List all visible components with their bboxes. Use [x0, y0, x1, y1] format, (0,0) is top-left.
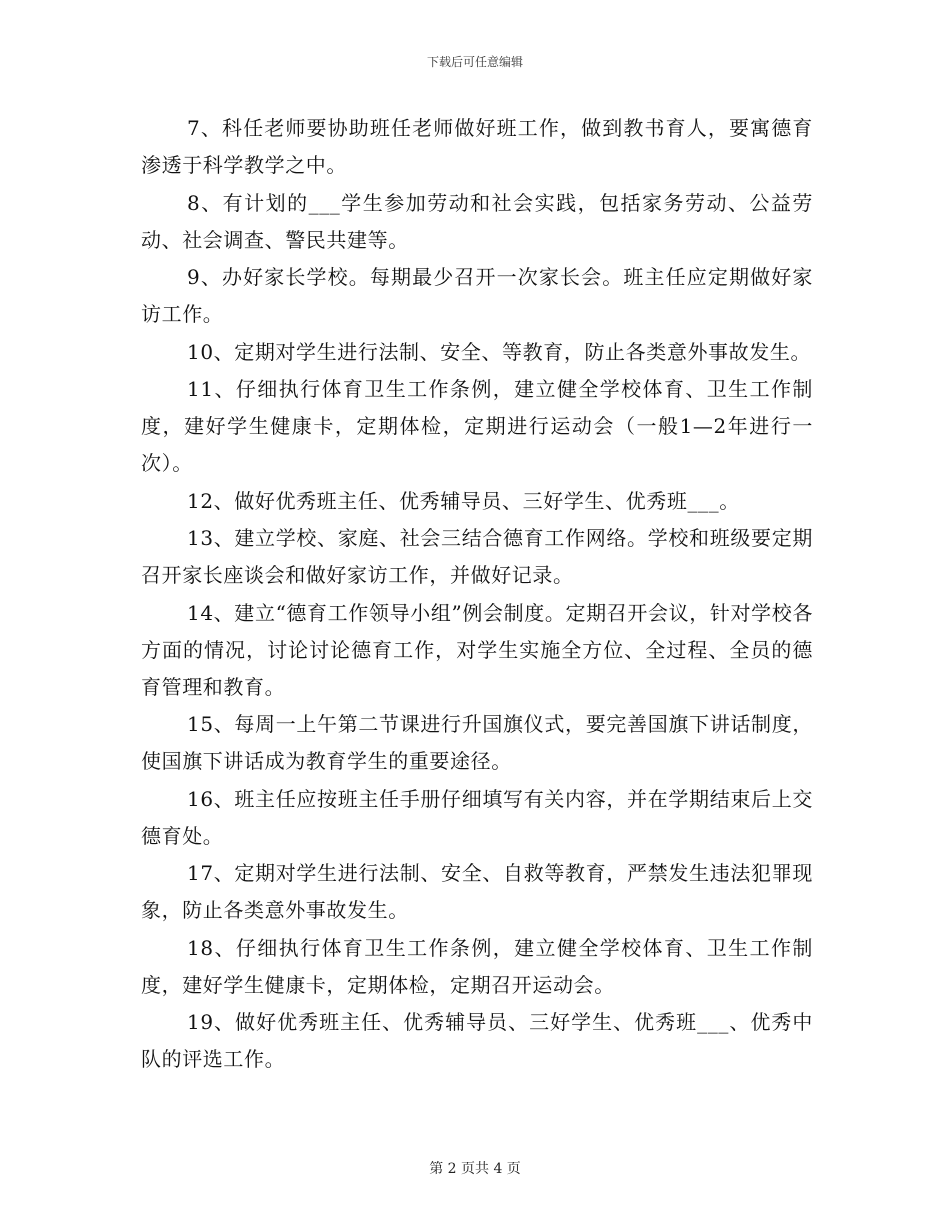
paragraph-item-10: 10、定期对学生进行法制、安全、等教育，防止各类意外事故发生。	[187, 339, 812, 364]
paragraph-item-7: 7、科任老师要协助班任老师做好班工作，做到教书育人，要寓德育渗透于科学教学之中。	[141, 116, 813, 177]
paragraph-item-17: 17、定期对学生进行法制、安全、自救等教育，严禁发生违法犯罪现象，防止各类意外事故发生。	[141, 861, 813, 922]
paragraph-item-8: 8、有计划的___学生参加劳动和社会实践，包括家务劳动、公益劳动、社会调查、警民共建等。	[141, 190, 813, 252]
paragraph-item-14: 14、建立“德育工作领导小组”例会制度。定期召开会议，针对学校各方面的情况，讨论讨论德育工作，对学生实施全方位、全过程、全员的德育管理和教育。	[141, 600, 813, 699]
paragraph-item-18: 18、仔细执行体育卫生工作条例，建立健全学校体育、卫生工作制度，建好学生健康卡，定期体检，定期召开运动会。	[141, 935, 813, 997]
paragraph-item-15: 15、每周一上午第二节课进行升国旗仪式，要完善国旗下讲话制度，使国旗下讲话成为教育学生的重要途径。	[141, 712, 813, 773]
page-footer: 第 2 页共 4 页	[429, 1161, 521, 1177]
paragraph-item-13: 13、建立学校、家庭、社会三结合德育工作网络。学校和班级要定期召开家长座谈会和做好家访工作，并做好记录。	[141, 526, 813, 587]
page-header: 下载后可任意编辑	[426, 55, 523, 69]
paragraph-item-19: 19、做好优秀班主任、优秀辅导员、三好学生、优秀班___、优秀中队的评选工作。	[141, 1010, 813, 1071]
paragraph-item-11: 11、仔细执行体育卫生工作条例，建立健全学校体育、卫生工作制度，建好学生健康卡，定期体检，定期进行运动会（一般1—2年进行一次）。	[141, 377, 813, 475]
paragraph-item-12: 12、做好优秀班主任、优秀辅导员、三好学生、优秀班___。	[187, 488, 740, 513]
paragraph-item-9: 9、办好家长学校。每期最少召开一次家长会。班主任应定期做好家访工作。	[141, 265, 813, 326]
document-body	[141, 110, 813, 1079]
paragraph-item-16: 16、班主任应按班主任手册仔细填写有关内容，并在学期结束后上交德育处。	[141, 786, 813, 848]
